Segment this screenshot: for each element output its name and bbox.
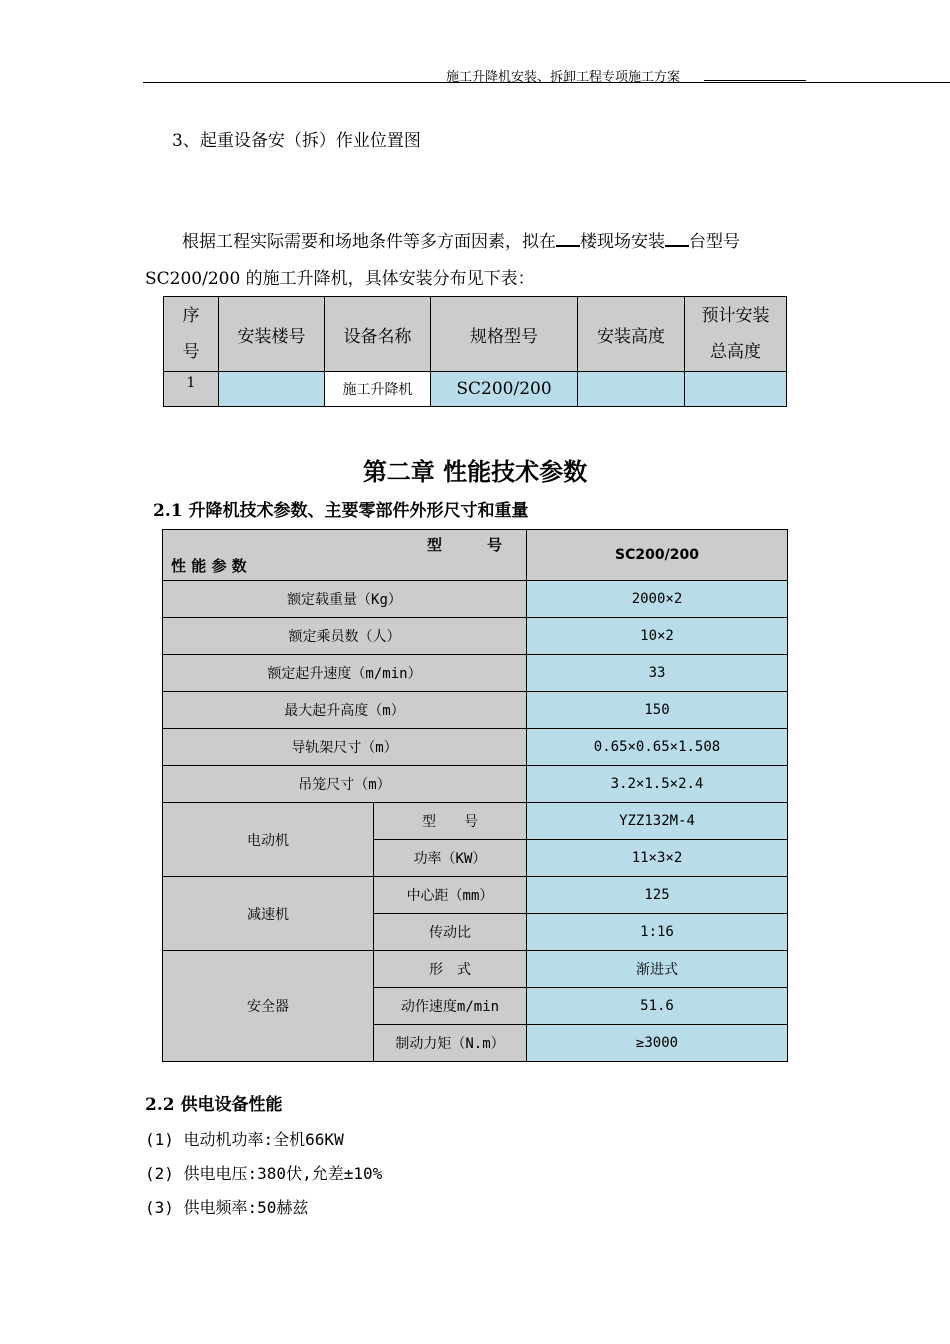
- safety-group: 安全器: [163, 951, 374, 1062]
- power-item: (3) 供电频率:50赫兹: [145, 1198, 309, 1217]
- spec-corner-header: 型 号 性 能 参 数: [163, 530, 527, 581]
- header-height: 安装高度: [578, 297, 685, 372]
- reducer-distance-value: 125: [527, 877, 788, 914]
- power-item: (1) 电动机功率:全机66KW: [145, 1130, 344, 1149]
- spec-value: 3.2×1.5×2.4: [527, 766, 788, 803]
- spec-value: 150: [527, 692, 788, 729]
- spec-table: [162, 529, 788, 1062]
- spec-value: 10×2: [527, 618, 788, 655]
- intro-line-2: SC200/200 的施工升降机，具体安装分布见下表：: [145, 269, 535, 289]
- safety-speed-value: 51.6: [527, 988, 788, 1025]
- motor-model-value: YZZ132M-4: [527, 803, 788, 840]
- power-item: (2) 供电电压:380伏,允差±10%: [145, 1164, 383, 1183]
- reducer-ratio-label: 传动比: [374, 914, 527, 951]
- spec-value: 2000×2: [527, 581, 788, 618]
- safety-type-label: 形 式: [374, 951, 527, 988]
- motor-model-label: 型 号: [374, 803, 527, 840]
- header-seq: 序 号: [164, 297, 219, 372]
- chapter-title: 第二章 性能技术参数: [362, 457, 588, 486]
- spec-value: 33: [527, 655, 788, 692]
- section-2-2-title: 2.2 供电设备性能: [145, 1095, 283, 1115]
- spec-label: 额定乘员数（人）: [163, 618, 527, 655]
- header-model: 规格型号: [431, 297, 578, 372]
- cell-building: [219, 372, 325, 407]
- intro-text-a: 根据工程实际需要和场地条件等多方面因素，拟在: [182, 232, 556, 252]
- cell-model: SC200/200: [431, 372, 578, 407]
- reducer-distance-label: 中心距（mm）: [374, 877, 527, 914]
- section-2-1-title: 2.1 升降机技术参数、主要零部件外形尺寸和重量: [153, 501, 529, 521]
- header-total-height: 预计安装 总高度: [685, 297, 787, 372]
- motor-group: 电动机: [163, 803, 374, 877]
- safety-type-value: 渐进式: [527, 951, 788, 988]
- spec-label: 吊笼尺寸（m）: [163, 766, 527, 803]
- motor-power-label: 功率（KW）: [374, 840, 527, 877]
- intro-line-1: [182, 227, 740, 252]
- section3-heading: 3、起重设备安（拆）作业位置图: [172, 131, 421, 151]
- cell-seq: 1: [164, 372, 219, 407]
- intro-text-b: 楼现场安装: [580, 232, 665, 252]
- spec-value: 0.65×0.65×1.508: [527, 729, 788, 766]
- header-name: 设备名称: [325, 297, 431, 372]
- motor-power-value: 11×3×2: [527, 840, 788, 877]
- safety-speed-label: 动作速度m/min: [374, 988, 527, 1025]
- install-table: [163, 296, 787, 407]
- reducer-group: 减速机: [163, 877, 374, 951]
- spec-label: 额定起升速度（m/min）: [163, 655, 527, 692]
- header-building: 安装楼号: [219, 297, 325, 372]
- header-underline: [704, 80, 806, 81]
- cell-height: [578, 372, 685, 407]
- spec-label: 最大起升高度（m）: [163, 692, 527, 729]
- cell-total-height: [685, 372, 787, 407]
- safety-torque-value: ≥3000: [527, 1025, 788, 1062]
- spec-model-header: SC200/200: [527, 530, 788, 581]
- safety-torque-label: 制动力矩（N.m）: [374, 1025, 527, 1062]
- page-header-title: 施工升降机安装、拆卸工程专项施工方案: [446, 70, 681, 85]
- intro-text-c: 台型号: [689, 232, 740, 252]
- spec-label: 导轨架尺寸（m）: [163, 729, 527, 766]
- building-blank: [556, 231, 580, 247]
- header-rule: [143, 82, 950, 83]
- count-blank: [665, 231, 689, 247]
- reducer-ratio-value: 1:16: [527, 914, 788, 951]
- cell-name: 施工升降机: [325, 372, 431, 407]
- spec-label: 额定载重量（Kg）: [163, 581, 527, 618]
